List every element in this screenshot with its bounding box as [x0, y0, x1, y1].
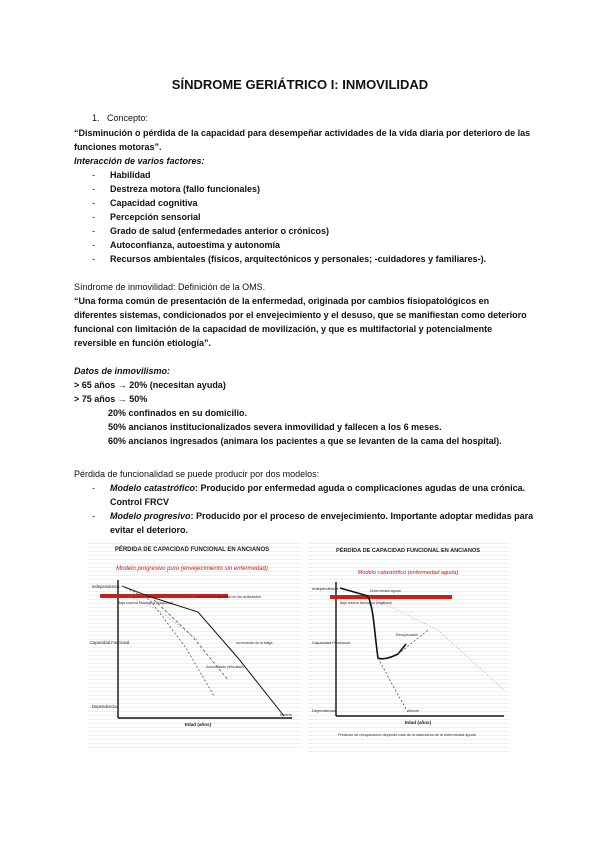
- datos-line-75: > 75 años → 50%: [74, 394, 148, 404]
- fig-right-y-top: Independencia: [312, 586, 339, 591]
- fig-left-y-top: Independencia: [92, 584, 120, 589]
- factor-item: - Grado de salud (enfermedades anterior o crónicos): [74, 224, 534, 238]
- factor-item: - Autoconfianza, autoestima y autonomía: [74, 238, 534, 252]
- figure-catastrofico: [308, 540, 510, 752]
- datos-sub-item: 60% ancianos ingresados (animara los pacientes a que se levanten de la cama del hospital).: [108, 436, 502, 446]
- fig-right-y-mid: Capacidad Funcional: [312, 640, 350, 645]
- perdida-section: [74, 467, 534, 537]
- fig-right-curve-muerte: [378, 658, 408, 712]
- factor-item: - Recursos ambientales (físicos, arquitectónicos y personales; -cuidadores y familiares-).: [74, 252, 534, 266]
- fig-left-label-autocuidado: Autocuidado (dificultad): [206, 665, 244, 669]
- fig-left-label-inicio: Inicio de discapacidad en las actividades: [196, 595, 261, 599]
- fig-left-label-incremento: Incremento de la fatiga: [236, 641, 273, 645]
- fig-left-curve-muerte: [122, 586, 284, 716]
- fig-right-label-enfermedad: Enfermedad aguda: [370, 589, 401, 593]
- fig-right-subtitle: Modelo catastrófico (enfermedad aguda): [357, 570, 459, 576]
- factors-list: [74, 168, 534, 266]
- concepto-heading: [74, 111, 534, 125]
- fig-right-label-recuperacion: Recuperación: [396, 633, 419, 637]
- fig-left-y-bottom: Dependencia: [92, 704, 117, 709]
- datos-sub-item: 50% ancianos institucionalizados severa inmovilidad y fallecen a los 6 meses.: [108, 422, 442, 432]
- model-name: Modelo progresivo: [110, 511, 191, 521]
- page-title: SÍNDROME GERIÁTRICO I: INMOVILIDAD: [171, 77, 429, 92]
- factor-item: - Habilidad: [74, 168, 534, 182]
- oms-quote: “Una forma común de presentación de la enfermedad, originada por cambios fisiopatológicos en diferentes sistemas, condicionados por el envejecimiento y el desuso, que se manifiestan como deterioro funcional con limitación de la capacidad de movilización, y que es multifactorial y potencialmente reversible en función etiología”.: [74, 296, 527, 348]
- figure-progresivo: [88, 540, 302, 750]
- fig-right-threshold-bar: [330, 595, 452, 599]
- fig-left-x-label: Edad (años): [184, 722, 212, 727]
- fig-right-x-label: Edad (años): [404, 720, 432, 725]
- datos-heading: Datos de inmovilismo:: [74, 366, 171, 376]
- fig-right-label-baja-reserva: Baja reserva fisiológica (fragilidad): [340, 601, 392, 605]
- datos-line-65: > 65 años → 20% (necesitan ayuda): [74, 380, 226, 390]
- factor-item: - Capacidad cognitiva: [74, 196, 534, 210]
- fig-right-label-muerte: Muerte: [408, 709, 420, 713]
- concepto-section: [74, 111, 534, 266]
- model-text: : Producido por enfermedad aguda o complicaciones agudas de una crónica. Control FRCV: [110, 483, 526, 507]
- fig-right-y-bottom: Dependencia: [312, 708, 336, 713]
- perdida-heading: Pérdida de funcionalidad se puede producir por dos modelos:: [74, 469, 320, 479]
- fig-left-label-muerte: Muerte: [280, 713, 292, 717]
- fig-right-title: PÉRDIDA DE CAPACIDAD FUNCIONAL EN ANCIANOS: [336, 548, 480, 554]
- oms-heading: Síndrome de inmovilidad: Definición de la OMS.: [74, 282, 266, 292]
- oms-section: [74, 280, 534, 350]
- model-text: : Producido por el proceso de envejecimiento. Importante adoptar medidas para evitar el deterioro.: [110, 511, 534, 535]
- concepto-heading-text: Concepto:: [107, 113, 149, 123]
- factors-heading: Interacción de varios factores:: [74, 156, 205, 166]
- datos-sub-item: 20% confinados en su domicilio.: [108, 408, 248, 418]
- model-item: [74, 481, 534, 509]
- model-name: Modelo catastrófico: [110, 483, 196, 493]
- fig-left-title: PÉRDIDA DE CAPACIDAD FUNCIONAL EN ANCIANOS: [114, 547, 270, 553]
- models-list: [74, 481, 534, 537]
- fig-right-curve-basal: [368, 596, 504, 690]
- model-item: [74, 509, 534, 537]
- datos-section: [74, 364, 534, 448]
- factor-item: - Destreza motora (fallo funcionales): [74, 182, 534, 196]
- concepto-quote: “Disminución o pérdida de la capacidad para desempeñar actividades de la vida diaria por deterioro de las funciones motoras”.: [74, 128, 531, 152]
- fig-right-caption: Predictor de recuperación depende más de la naturaleza de la enfermedad aguda: [338, 733, 476, 737]
- fig-left-y-mid: Capacidad Funcional: [90, 640, 130, 645]
- concepto-number: 1.: [92, 113, 100, 123]
- fig-left-label-baja-reserva: Baja reserva fisiológica (fragilidad): [118, 601, 173, 605]
- fig-left-subtitle: Modelo progresivo puro (envejecimiento sin enfermedad): [116, 566, 268, 572]
- factor-item: - Percepción sensorial: [74, 210, 534, 224]
